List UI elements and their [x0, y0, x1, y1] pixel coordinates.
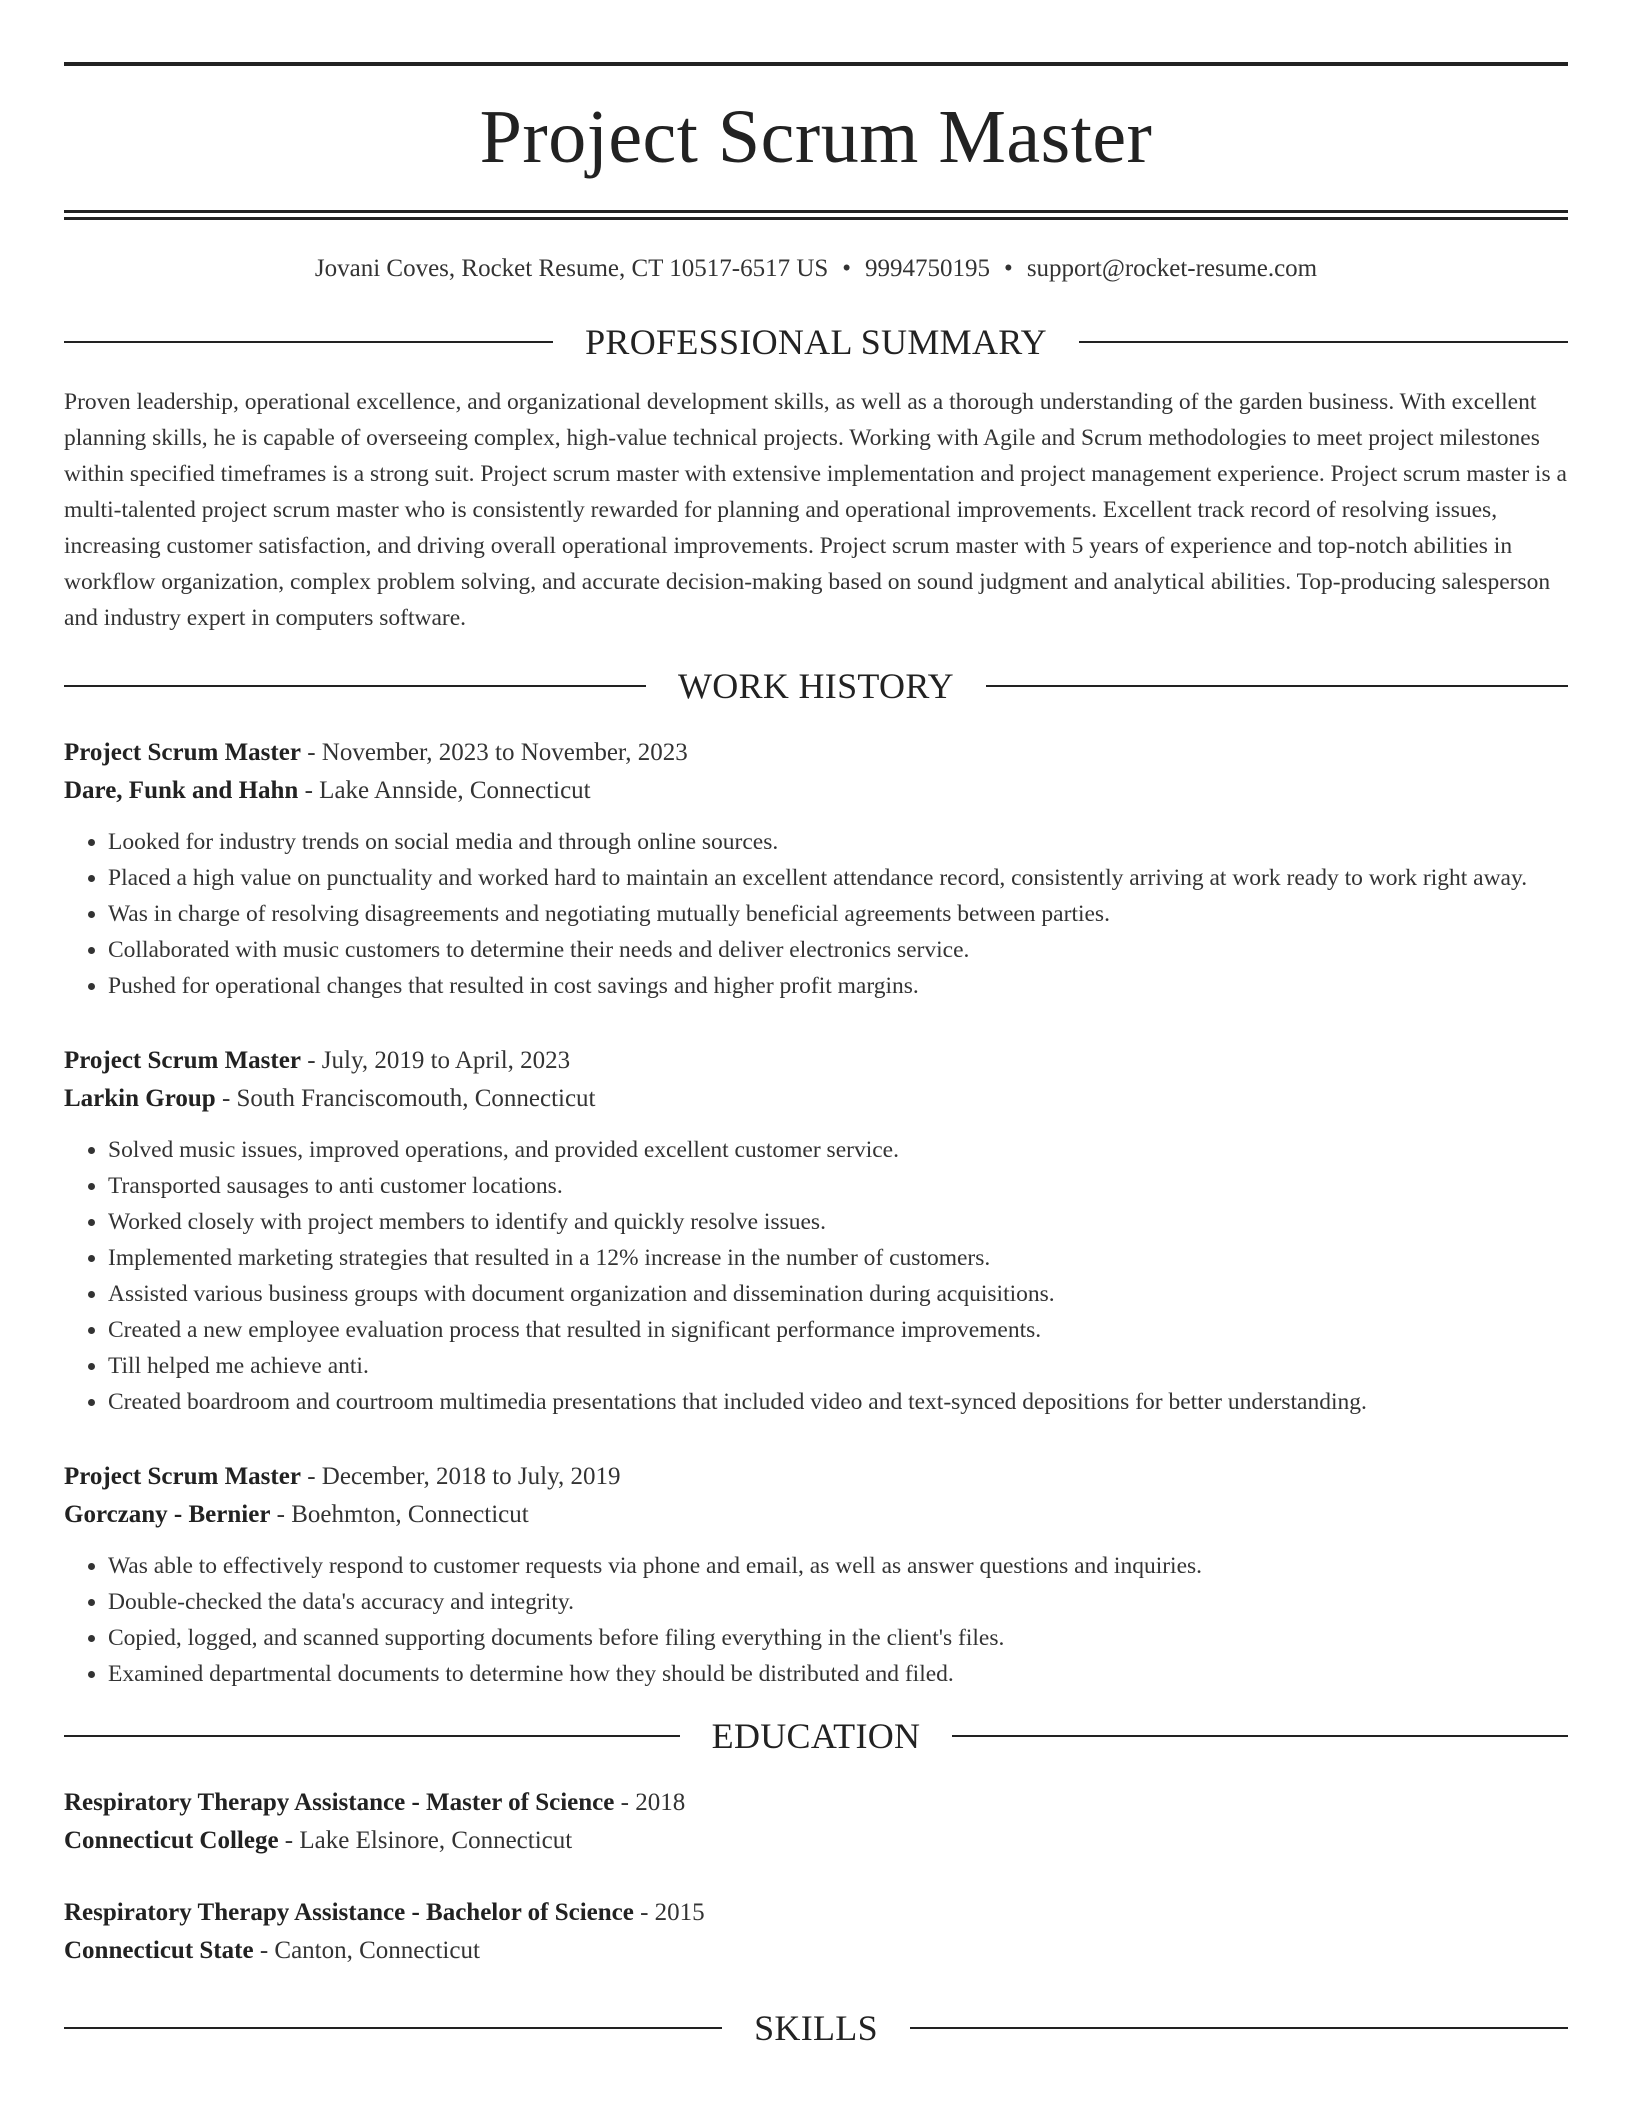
heading-rule-right	[910, 2027, 1568, 2029]
job-title-line	[64, 734, 1568, 772]
section-title: WORK HISTORY	[678, 666, 954, 706]
job-location: - South Franciscomouth, Connecticut	[215, 1085, 596, 1112]
job-entry	[64, 1042, 1568, 1420]
contact-separator: •	[842, 255, 852, 282]
job-location: - Lake Annside, Connecticut	[298, 777, 591, 804]
job-bullets	[64, 1132, 1568, 1420]
job-title-line	[64, 1458, 1568, 1496]
section-heading-education	[64, 1714, 1568, 1758]
list-item: • Till helped me achieve anti.	[108, 1348, 1568, 1384]
job-title: Project Scrum Master	[64, 739, 301, 766]
list-item: • Placed a high value on punctuality and worked hard to maintain an excellent attendance record, consistently arriving at work ready to work right away.	[108, 860, 1568, 896]
education-school-line	[64, 1932, 1568, 1970]
job-title: Project Scrum Master	[64, 1047, 301, 1074]
education-degree: Respiratory Therapy Assistance - Bachelor of Science	[64, 1899, 634, 1926]
title-double-rule	[64, 210, 1568, 220]
list-item: • Was in charge of resolving disagreements and negotiating mutually beneficial agreements between parties.	[108, 896, 1568, 932]
job-company: Larkin Group	[64, 1085, 216, 1112]
contact-line	[64, 254, 1568, 284]
job-title-line	[64, 1042, 1568, 1080]
job-bullets	[64, 1548, 1568, 1692]
list-item: • Examined departmental documents to determine how they should be distributed and filed.	[108, 1656, 1568, 1692]
job-entry	[64, 1458, 1568, 1692]
education-school-line	[64, 1822, 1568, 1860]
section-heading-skills	[64, 2006, 1568, 2050]
heading-rule-left	[64, 1735, 680, 1737]
list-item: • Solved music issues, improved operations, and provided excellent customer service.	[108, 1132, 1568, 1168]
heading-rule-left	[64, 2027, 722, 2029]
list-item: • Created a new employee evaluation process that resulted in significant performance improvements.	[108, 1312, 1568, 1348]
list-item: • Assisted various business groups with document organization and dissemination during acquisitions.	[108, 1276, 1568, 1312]
heading-rule-right	[986, 685, 1568, 687]
list-item: • Created boardroom and courtroom multimedia presentations that included video and text-synced depositions for better understanding.	[108, 1384, 1568, 1420]
list-item: • Looked for industry trends on social media and through online sources.	[108, 824, 1568, 860]
education-school: Connecticut State	[64, 1937, 254, 1964]
education-year: - 2018	[614, 1789, 686, 1816]
list-item: • Double-checked the data's accuracy and integrity.	[108, 1584, 1568, 1620]
job-company-line	[64, 1080, 1568, 1118]
education-degree: Respiratory Therapy Assistance - Master of Science	[64, 1789, 615, 1816]
job-location: - Boehmton, Connecticut	[270, 1501, 529, 1528]
job-dates: - July, 2019 to April, 2023	[300, 1047, 571, 1074]
section-title: SKILLS	[754, 2008, 878, 2048]
section-title: EDUCATION	[711, 1716, 921, 1756]
contact-phone: 9994750195	[865, 255, 991, 282]
heading-rule-right	[1079, 341, 1568, 343]
list-item: • Collaborated with music customers to determine their needs and deliver electronics service.	[108, 932, 1568, 968]
contact-address: Jovani Coves, Rocket Resume, CT 10517-6517 US	[314, 255, 829, 282]
job-company: Gorczany - Bernier	[64, 1501, 271, 1528]
heading-rule-right	[952, 1735, 1568, 1737]
heading-rule-left	[64, 341, 553, 343]
job-title: Project Scrum Master	[64, 1463, 301, 1490]
contact-separator: •	[1004, 255, 1013, 282]
contact-email: support@rocket-resume.com	[1026, 255, 1318, 282]
section-heading-summary	[64, 320, 1568, 364]
job-company-line	[64, 1496, 1568, 1534]
heading-rule-left	[64, 685, 646, 687]
job-dates: - November, 2023 to November, 2023	[300, 739, 688, 766]
list-item: • Transported sausages to anti customer locations.	[108, 1168, 1568, 1204]
job-bullets	[64, 824, 1568, 1004]
section-title: PROFESSIONAL SUMMARY	[585, 322, 1047, 362]
summary-text: Proven leadership, operational excellence, and organizational development skills, as well as a thorough understanding of the garden business. With excellent planning skills, he is capable of overseeing complex, high-value technical projects. Working with Agile and Scrum methodologies to meet project milestones within specified timeframes is a strong suit. Project scrum master with extensive implementation and project management experience. Project scrum master is a multi-talented project scrum master who is consistently rewarded for planning and operational improvements. Excellent track record of resolving issues, increasing customer satisfaction, and driving overall operational improvements. Project scrum master with 5 years of experience and top-notch abilities in workflow organization, complex problem solving, and accurate decision-making based on sound judgment and analytical abilities. Top-producing salesperson and industry expert in computers software.	[64, 389, 1567, 631]
job-company: Dare, Funk and Hahn	[64, 777, 299, 804]
top-rule	[64, 62, 1568, 66]
education-year: - 2015	[633, 1899, 705, 1926]
list-item: • Implemented marketing strategies that resulted in a 12% increase in the number of customers.	[108, 1240, 1568, 1276]
list-item: • Worked closely with project members to identify and quickly resolve issues.	[108, 1204, 1568, 1240]
education-location: - Canton, Connecticut	[253, 1937, 480, 1964]
job-company-line	[64, 772, 1568, 810]
resume-title: Project Scrum Master	[479, 95, 1153, 179]
list-item: • Was able to effectively respond to customer requests via phone and email, as well as answer questions and inquiries.	[108, 1548, 1568, 1584]
education-entry	[64, 1894, 1568, 1970]
education-location: - Lake Elsinore, Connecticut	[278, 1827, 573, 1854]
education-degree-line	[64, 1784, 1568, 1822]
education-entry	[64, 1784, 1568, 1860]
list-item: • Copied, logged, and scanned supporting documents before filing everything in the client's files.	[108, 1620, 1568, 1656]
job-dates: - December, 2018 to July, 2019	[300, 1463, 621, 1490]
education-school: Connecticut College	[64, 1827, 279, 1854]
section-heading-work	[64, 664, 1568, 708]
list-item: • Pushed for operational changes that resulted in cost savings and higher profit margins.	[108, 968, 1568, 1004]
education-degree-line	[64, 1894, 1568, 1932]
job-entry	[64, 734, 1568, 1004]
